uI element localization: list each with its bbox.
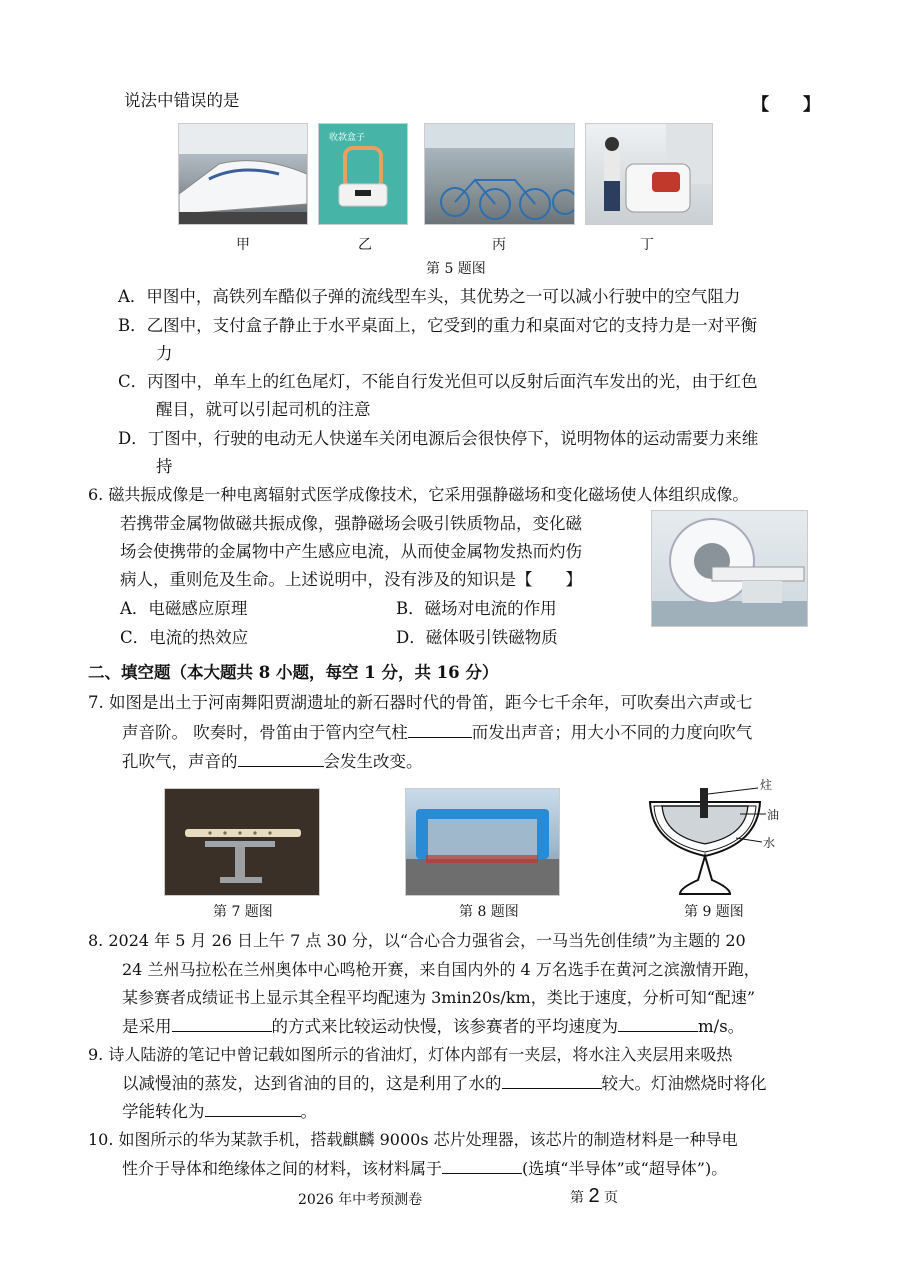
q6-option-a: A．电磁感应原理 <box>120 599 248 618</box>
q5-figure-caption: 第 5 题图 <box>426 261 486 277</box>
q7-line-2 <box>122 721 752 744</box>
q10-blank-1[interactable] <box>442 1157 522 1174</box>
q7-line-2-text-b: 而发出声音；用大小不同的力度向吹气 <box>471 723 753 742</box>
q8-line-4-text-a: 是采用 <box>122 1017 172 1036</box>
bone-flute-image <box>164 788 320 896</box>
lamp-label-water: 水 <box>763 836 776 850</box>
delivery-robot-image <box>585 123 713 225</box>
q6-line-1: 6. 磁共振成像是一种电离辐射式医学成像技术，它采用强静磁场和变化磁场使人体组织成像。 <box>88 485 749 504</box>
q9-line-3 <box>122 1100 317 1123</box>
q10-line-2-text-b: (选填“半导体”或“超导体”)。 <box>522 1159 728 1178</box>
q5-label-yi: 乙 <box>358 237 372 253</box>
q5-label-jia: 甲 <box>236 237 250 253</box>
q5-label-ding: 丁 <box>640 237 654 253</box>
q7-line-3-text-a: 孔吹气，声音的 <box>122 752 238 771</box>
q7-line-3 <box>122 750 423 773</box>
lamp-label-wick: 炷 <box>760 778 773 792</box>
footer-page-number: 2 <box>588 1185 600 1207</box>
q9-line-2-text-a: 以减慢油的蒸发，达到省油的目的，这是利用了水的 <box>122 1074 502 1093</box>
q9-blank-1[interactable] <box>502 1072 602 1089</box>
q5-stem: 说法中错误的是 <box>124 91 240 110</box>
q5-option-a: A．甲图中，高铁列车酷似子弹的流线型车头，其优势之一可以减小行驶中的空气阻力 <box>118 287 741 306</box>
q5-option-c: C．丙图中，单车上的红色尾灯，不能自行发光但可以反射后面汽车发出的光，由于红色 <box>118 372 758 391</box>
q9-line-1: 9. 诗人陆游的笔记中曾记载如图所示的省油灯，灯体内部有一夹层，将水注入夹层用来吸热 <box>88 1045 733 1064</box>
q8-blank-1[interactable] <box>172 1015 272 1032</box>
q7-line-2-text-a: 声音阶。 吹奏时，骨笛由于管内空气柱 <box>122 723 408 742</box>
q7-blank-2[interactable] <box>238 750 324 767</box>
q6-option-b: B．磁场对电流的作用 <box>396 599 557 618</box>
q5-answer-bracket: 【 】 <box>752 95 820 115</box>
q6-option-d: D．磁体吸引铁磁物质 <box>396 628 558 647</box>
q6-line-3: 场会使携带的金属物中产生感应电流，从而使金属物发热而灼伤 <box>120 542 582 561</box>
bullet-train-image <box>178 123 308 225</box>
q9-line-3-text-b: 。 <box>300 1102 317 1121</box>
q5-option-d-cont: 持 <box>156 457 173 476</box>
q10-line-2-text-a: 性介于导体和绝缘体之间的材料，该材料属于 <box>122 1159 443 1178</box>
payment-box-label: 收款盒子 <box>329 133 366 143</box>
shared-bikes-image <box>424 123 575 225</box>
q6-line-2: 若携带金属物做磁共振成像，强静磁场会吸引铁质物品，变化磁 <box>120 514 582 533</box>
q5-option-d: D．丁图中，行驶的电动无人快递车关闭电源后会很快停下，说明物体的运动需要力来维 <box>118 429 759 448</box>
footer-page-suffix: 页 <box>604 1190 619 1206</box>
oil-lamp-diagram <box>640 778 780 898</box>
q9-blank-2[interactable] <box>205 1100 301 1117</box>
fig7-caption: 第 7 题图 <box>213 904 273 920</box>
q8-line-3: 某参赛者成绩证书上显示其全程平均配速为 3min20s/km，类比于速度，分析可知“配速” <box>122 988 756 1007</box>
lamp-label-oil: 油 <box>767 808 780 822</box>
q8-line-4-text-b: 的方式来比较运动快慢，该参赛者的平均速度为 <box>271 1017 618 1036</box>
q8-line-4 <box>122 1015 744 1038</box>
footer-page-prefix: 第 <box>570 1190 584 1206</box>
fig9-caption: 第 9 题图 <box>684 904 744 920</box>
q5-option-c-cont: 醒目，就可以引起司机的注意 <box>156 400 371 419</box>
q8-blank-2[interactable] <box>618 1015 698 1032</box>
q8-line-4-text-c: m/s。 <box>698 1017 745 1036</box>
q5-option-b-cont: 力 <box>156 344 173 363</box>
footer-page <box>570 1185 618 1208</box>
q6-option-c: C．电流的热效应 <box>120 628 249 647</box>
payment-box-image <box>318 123 408 225</box>
marathon-start-image <box>405 788 560 896</box>
section-2-heading: 二、填空题（本大题共 8 小题，每空 1 分，共 16 分） <box>88 663 499 682</box>
q6-line-4: 病人，重则危及生命。上述说明中，没有涉及的知识是【 】 <box>120 570 582 589</box>
q7-line-1: 7. 如图是出土于河南舞阳贾湖遗址的新石器时代的骨笛，距今七千余年，可吹奏出六声或七 <box>88 693 753 712</box>
q9-line-2-text-b: 较大。灯油燃烧时将化 <box>601 1074 767 1093</box>
q7-line-3-text-b: 会发生改变。 <box>323 752 423 771</box>
q8-line-2: 24 兰州马拉松在兰州奥体中心鸣枪开赛，来自国内外的 4 万名选手在黄河之滨激情开跑， <box>122 960 760 979</box>
q10-line-2 <box>122 1157 727 1180</box>
q8-line-1: 8. 2024 年 5 月 26 日上午 7 点 30 分，以“合心合力强省会，一马当先创佳绩”为主题的 20 <box>88 931 746 950</box>
q5-label-bing: 丙 <box>492 237 506 253</box>
q9-line-3-text-a: 学能转化为 <box>122 1102 205 1121</box>
q9-line-2 <box>122 1072 767 1095</box>
mri-scanner-image <box>651 510 808 627</box>
q7-blank-1[interactable] <box>408 721 472 738</box>
footer-title: 2026 年中考预测卷 <box>298 1192 423 1208</box>
q10-line-1: 10. 如图所示的华为某款手机，搭载麒麟 9000s 芯片处理器，该芯片的制造材料是一种导电 <box>88 1130 738 1149</box>
fig8-caption: 第 8 题图 <box>459 904 519 920</box>
q5-option-b: B．乙图中，支付盒子静止于水平桌面上，它受到的重力和桌面对它的支持力是一对平衡 <box>118 316 758 335</box>
